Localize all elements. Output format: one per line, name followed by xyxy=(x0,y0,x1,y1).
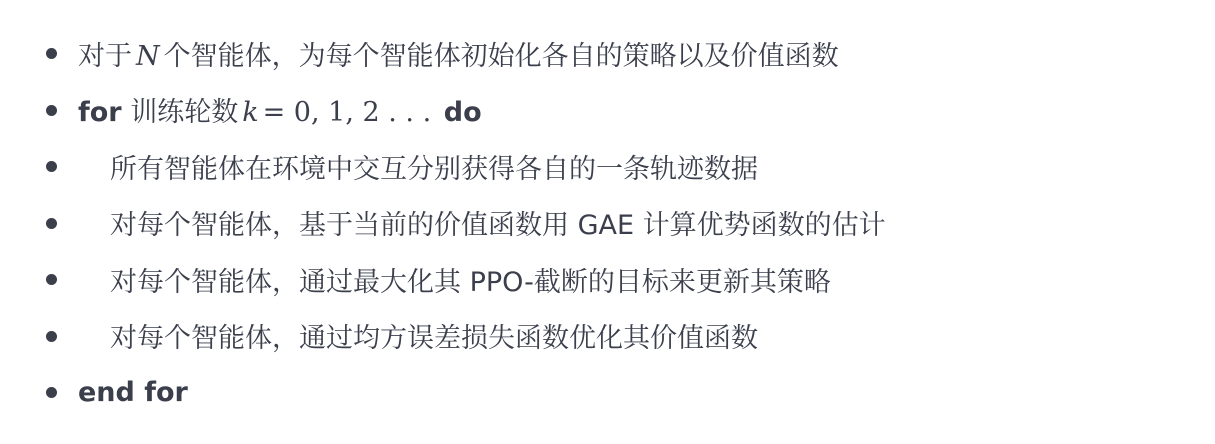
bullet-dot xyxy=(46,387,57,398)
list-item-for xyxy=(0,82,1215,139)
step-text: 所有智能体在环境中交互分别获得各自的一条轨迹数据 xyxy=(110,153,758,185)
algorithm-list xyxy=(0,25,1215,421)
list-item-end xyxy=(0,364,1215,421)
for-text: 训练轮数 xyxy=(130,97,239,129)
step-text: 对每个智能体，基于当前的价值函数用 GAE 计算优势函数的估计 xyxy=(110,210,886,242)
bullet-dot xyxy=(46,218,57,229)
bullet-dot xyxy=(46,274,57,285)
for-line xyxy=(78,90,482,129)
keyword-for: for xyxy=(78,97,122,129)
list-item-init xyxy=(0,25,1215,82)
keyword-end-for: end for xyxy=(78,376,188,408)
bullet-dot xyxy=(46,161,57,172)
math-var-k: k xyxy=(242,97,259,129)
step-text: 对每个智能体，通过均方误差损失函数优化其价值函数 xyxy=(110,323,758,355)
step-text: 对每个智能体，通过最大化其 PPO-截断的目标来更新其策略 xyxy=(110,266,831,298)
list-item-step-1 xyxy=(0,138,1215,195)
bullet-dot xyxy=(46,105,57,116)
keyword-do: do xyxy=(443,97,482,129)
list-item-step-3 xyxy=(0,251,1215,308)
init-prefix: 对于 xyxy=(78,40,132,72)
math-var-n: N xyxy=(136,40,160,72)
init-suffix: 个智能体，为每个智能体初始化各自的策略以及价值函数 xyxy=(163,40,839,72)
list-item-step-2 xyxy=(0,195,1215,252)
math-range: = 0, 1, 2 . . . xyxy=(262,97,432,129)
bullet-dot xyxy=(46,48,57,59)
bullet-dot xyxy=(46,331,57,342)
init-line xyxy=(78,34,839,73)
list-item-step-4 xyxy=(0,308,1215,365)
